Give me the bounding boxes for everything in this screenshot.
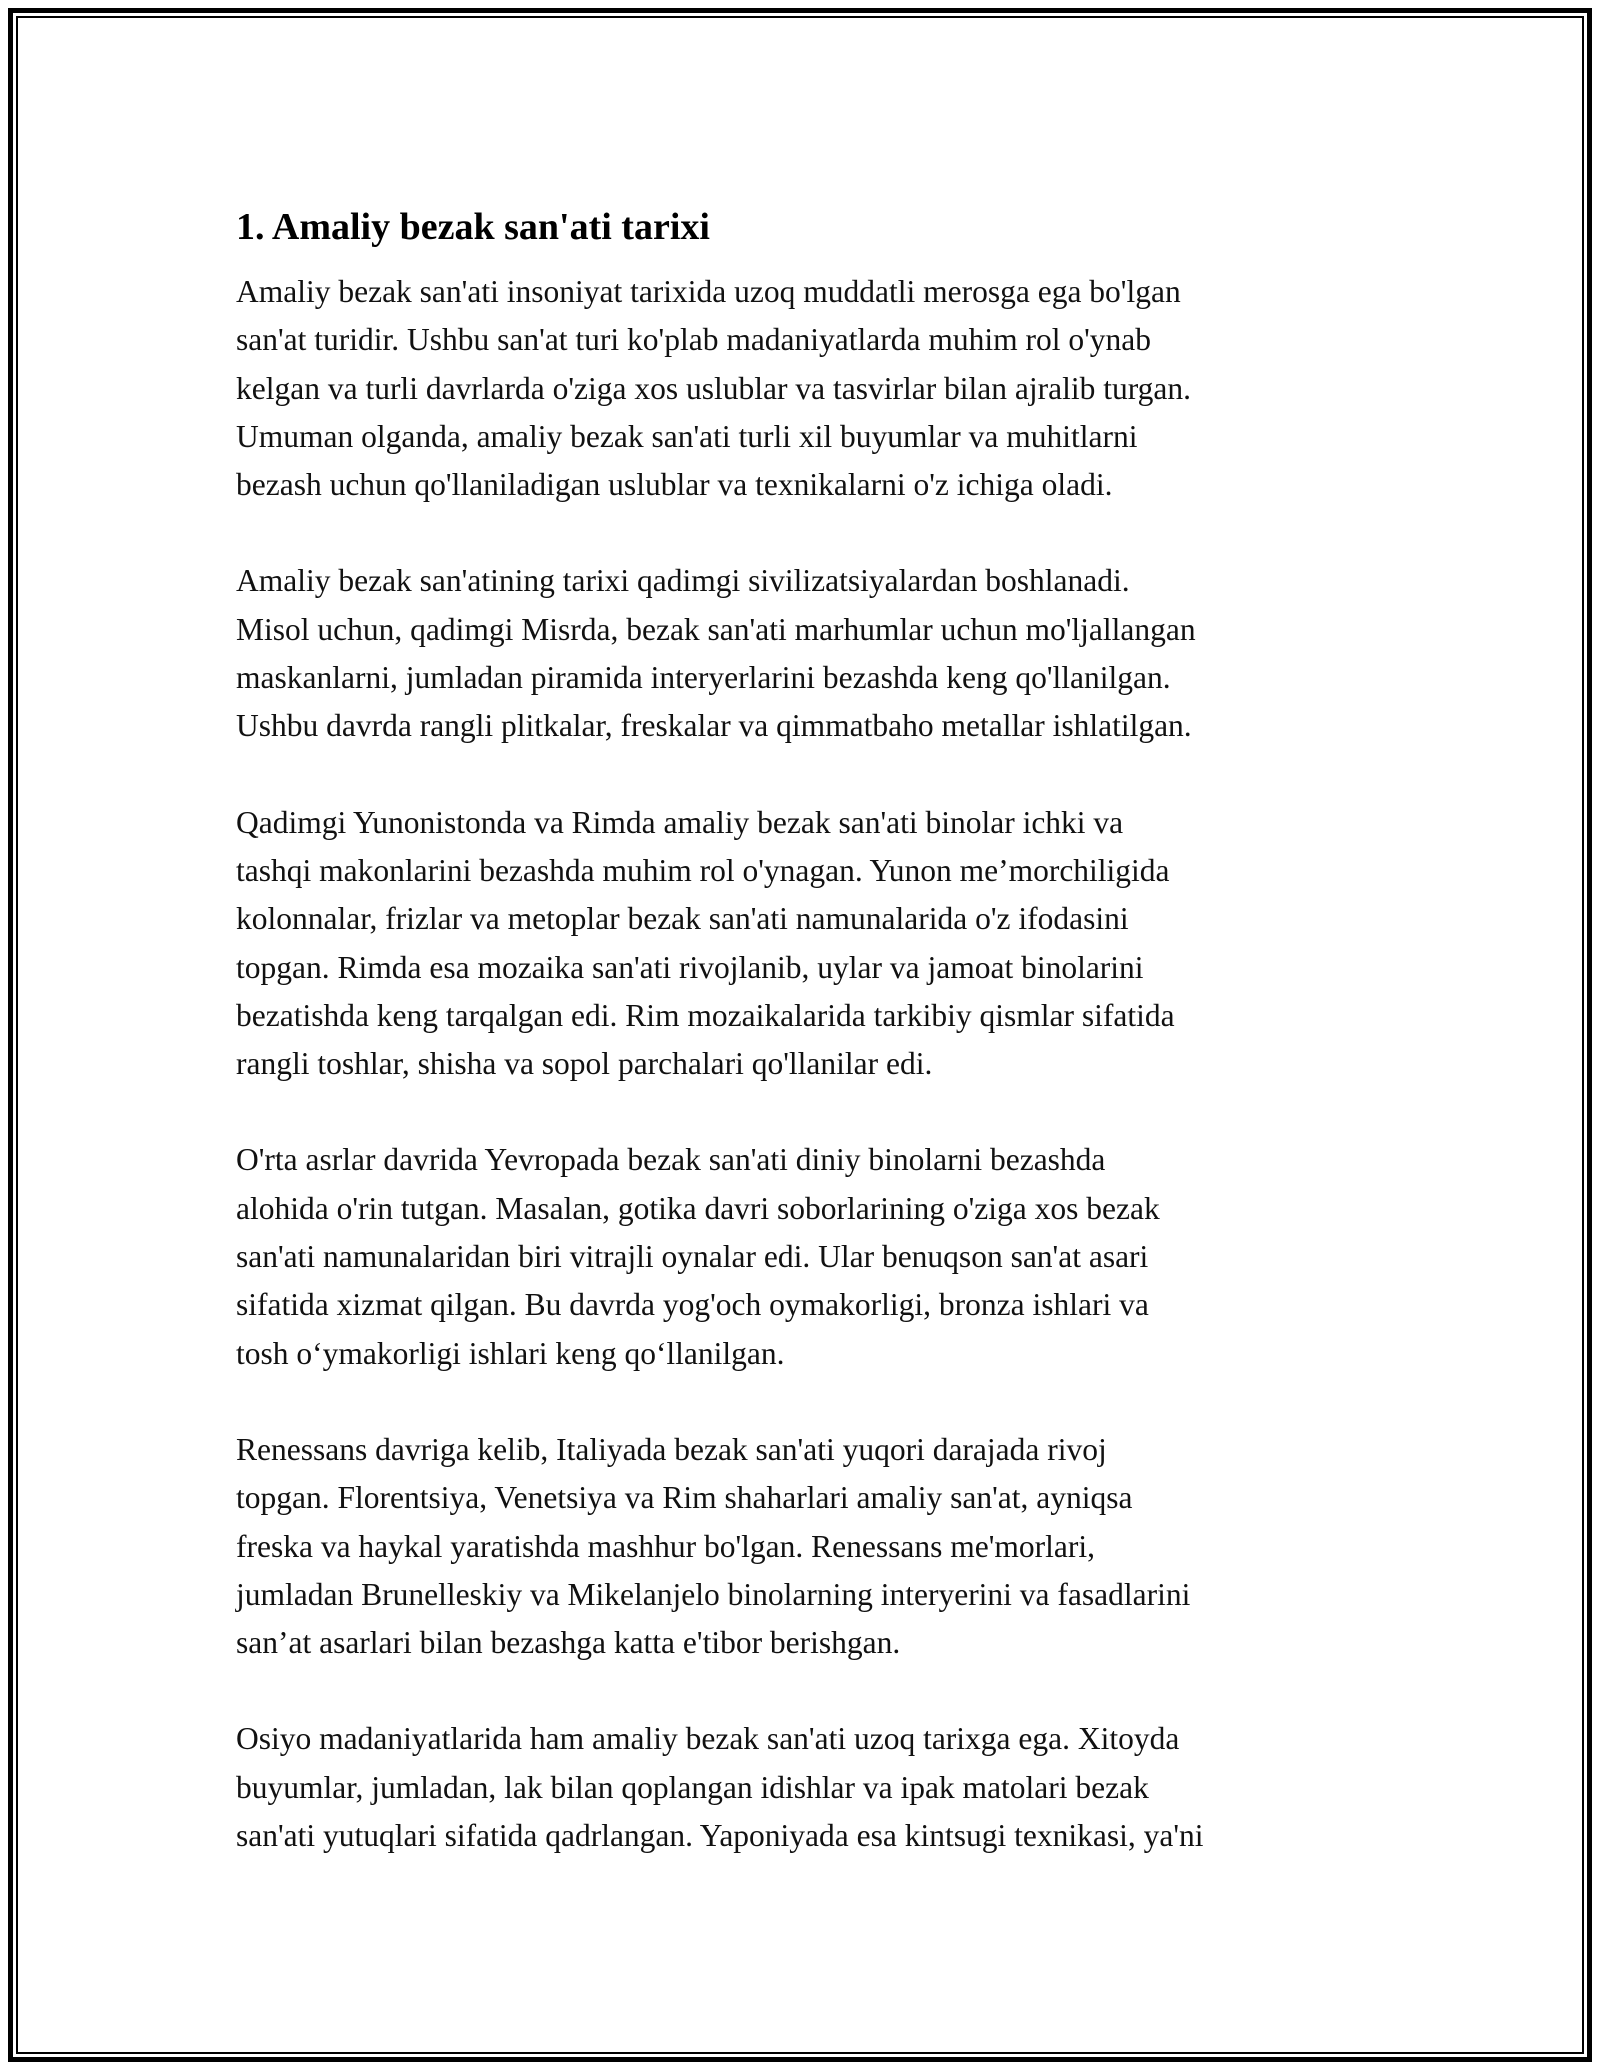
text-line: san'at turidir. Ushbu san'at turi ko'plab madaniyatlarda muhim rol o'ynab	[236, 322, 1152, 358]
text-line: kolonnalar, frizlar va metoplar bezak san'ati namunalarida o'z ifodasini	[236, 901, 1129, 937]
text-line: Umuman olganda, amaliy bezak san'ati turli xil buyumlar va muhitlarni	[236, 418, 1138, 454]
paragraph	[236, 268, 1406, 509]
section-heading: 1. Amaliy bezak san'ati tarixi	[236, 206, 710, 248]
text-line: topgan. Rimda esa mozaika san'ati rivojlanib, uylar va jamoat binolarini	[236, 949, 1144, 985]
text-line: Amaliy bezak san'atining tarixi qadimgi sivilizatsiyalardan boshlanadi.	[236, 563, 1130, 599]
paragraph	[236, 799, 1406, 1089]
text-line: rangli toshlar, shisha va sopol parchalari qo'llanilar edi.	[236, 1046, 933, 1082]
text-line: buyumlar, jumladan, lak bilan qoplangan idishlar va ipak matolari bezak	[236, 1769, 1149, 1805]
paragraph	[236, 557, 1406, 750]
text-line: san'ati yutuqlari sifatida qadrlangan. Yaponiyada esa kintsugi texnikasi, ya'ni	[236, 1818, 1204, 1854]
text-line: sifatida xizmat qilgan. Bu davrda yog'och oymakorligi, bronza ishlari va	[236, 1287, 1149, 1323]
text-line: kelgan va turli davrlarda o'ziga xos uslublar va tasvirlar bilan ajralib turgan.	[236, 370, 1192, 406]
text-line: Amaliy bezak san'ati insoniyat tarixida uzoq muddatli merosga ega bo'lgan	[236, 274, 1181, 309]
text-line: tashqi makonlarini bezashda muhim rol o'ynagan. Yunon me’morchiligida	[236, 852, 1170, 888]
page-border	[8, 8, 1592, 2062]
paragraph	[236, 1715, 1406, 1860]
text-line: Misol uchun, qadimgi Misrda, bezak san'ati marhumlar uchun mo'ljallangan	[236, 611, 1196, 647]
text-line: Qadimgi Yunonistonda va Rimda amaliy bezak san'ati binolar ichki va	[236, 804, 1124, 840]
text-line: bezatishda keng tarqalgan edi. Rim mozaikalarida tarkibiy qismlar sifatida	[236, 997, 1175, 1033]
text-line: alohida o'rin tutgan. Masalan, gotika davri soborlarining o'ziga xos bezak	[236, 1190, 1160, 1226]
text-line: san’at asarlari bilan bezashga katta e'tibor berishgan.	[236, 1625, 901, 1661]
text-line: jumladan Brunelleskiy va Mikelanjelo binolarning interyerini va fasadlarini	[236, 1576, 1191, 1612]
text-line: freska va haykal yaratishda mashhur bo'lgan. Renessans me'morlari,	[236, 1528, 1095, 1564]
text-line: O'rta asrlar davrida Yevropada bezak san'ati diniy binolarni bezashda	[236, 1142, 1106, 1178]
text-line: Renessans davriga kelib, Italiyada bezak san'ati yuqori darajada rivoj	[236, 1431, 1107, 1467]
text-line: tosh o‘ymakorligi ishlari keng qo‘llanilgan.	[236, 1335, 785, 1371]
text-line: topgan. Florentsiya, Venetsiya va Rim shaharlari amaliy san'at, ayniqsa	[236, 1480, 1133, 1516]
document-body	[236, 191, 1406, 1908]
text-line: Osiyo madaniyatlarida ham amaliy bezak san'ati uzoq tarixga ega. Xitoyda	[236, 1721, 1180, 1757]
text-line: maskanlarni, jumladan piramida interyerlarini bezashda keng qo'llanilgan.	[236, 660, 1171, 696]
text-line: Ushbu davrda rangli plitkalar, freskalar va qimmatbaho metallar ishlatilgan.	[236, 708, 1192, 744]
paragraph	[236, 1426, 1406, 1667]
paragraph	[236, 1136, 1406, 1377]
text-line: san'ati namunalaridan biri vitrajli oynalar edi. Ular benuqson san'at asari	[236, 1239, 1149, 1275]
text-line: bezash uchun qo'llaniladigan uslublar va texnikalarni o'z ichiga oladi.	[236, 467, 1113, 503]
